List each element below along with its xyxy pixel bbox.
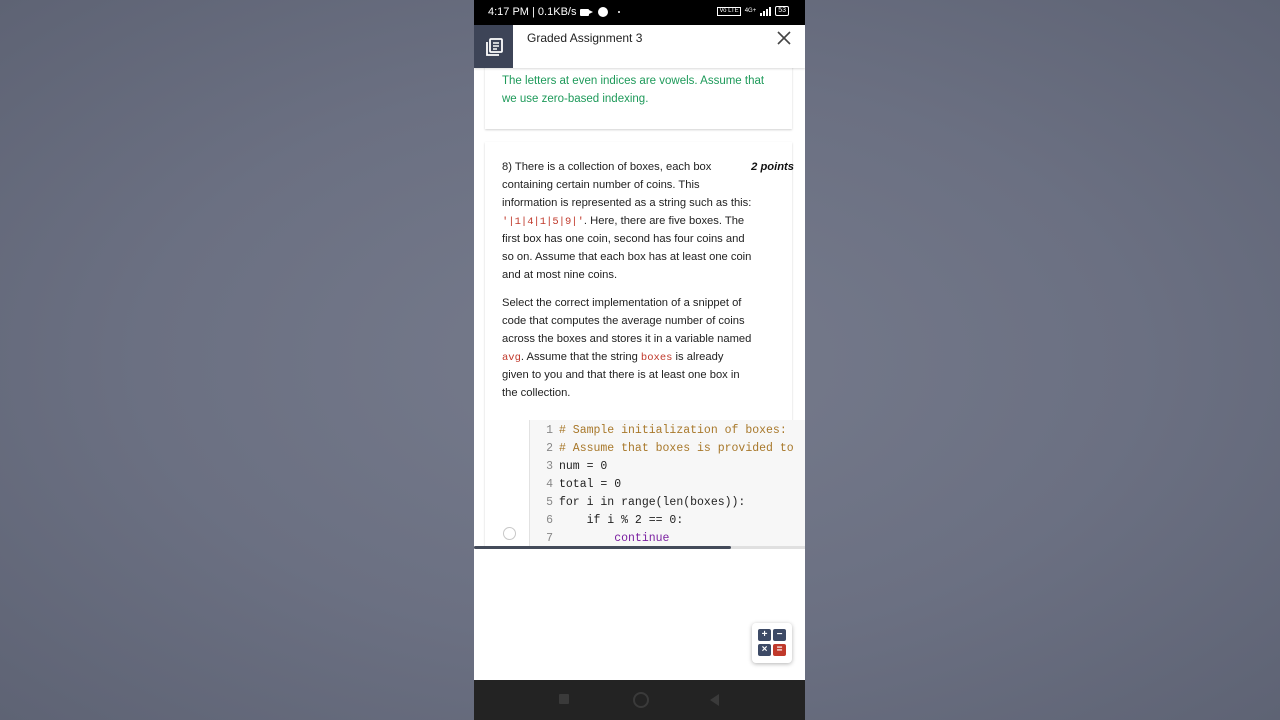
document-list-icon [485, 38, 503, 56]
calc-plus-icon: + [758, 629, 771, 641]
question-line-2: containing certain number of coins. This [502, 179, 700, 191]
code-line: 6 if i % 2 == 0: [546, 514, 684, 527]
phone-screen [474, 0, 805, 720]
var-avg: avg [502, 352, 521, 364]
scrollbar-thumb[interactable] [474, 546, 731, 549]
var-boxes: boxes [640, 352, 673, 364]
option-1-radio[interactable] [503, 527, 516, 540]
code-line: 5 for i in range(len(boxes)): [546, 496, 746, 509]
system-nav-bar [474, 680, 805, 720]
calculator-button[interactable] [752, 623, 792, 663]
status-time: 4:17 PM | 0.1KB/s [488, 6, 577, 18]
close-icon[interactable] [775, 29, 793, 47]
calc-times-icon: × [758, 644, 771, 656]
question-p2-line-6: the collection. [502, 387, 571, 399]
question-p2-line-3: across the boxes and stores it in a variable named [502, 333, 752, 345]
calc-equals-icon: = [773, 644, 786, 656]
question-p2-line-4-mid: . Assume that the string [520, 351, 638, 363]
volte-badge: Vo LTE [719, 7, 739, 14]
code-line: 2 # Assume that boxes is provided to [546, 442, 794, 455]
signal-icon [760, 7, 771, 16]
call-icon [598, 7, 608, 17]
code-line: 3 num = 0 [546, 460, 608, 473]
code-line: 7 continue [546, 532, 670, 545]
page-title: Graded Assignment 3 [527, 31, 643, 45]
example-string: '|1|4|1|5|9|' [502, 216, 584, 228]
question-p2-line-5: given to you and that there is at least one box in [502, 369, 740, 381]
code-line: 1 # Sample initialization of boxes: [546, 424, 787, 437]
code-line: 4 total = 0 [546, 478, 622, 491]
notification-dot-icon [618, 11, 620, 13]
status-bar [474, 0, 805, 25]
question-line-3: information is represented as a string such as this: [502, 197, 752, 209]
recents-button[interactable] [559, 694, 569, 704]
question-line-1 [502, 158, 794, 176]
back-button[interactable] [710, 694, 719, 706]
calc-minus-icon: − [773, 629, 786, 641]
question-line-4-rest: . Here, there are five boxes. The [583, 215, 745, 227]
question-line-7: and at most nine coins. [502, 269, 618, 281]
question-line-4 [502, 212, 778, 231]
assignment-content[interactable] [474, 68, 805, 548]
question-p2-line-4 [502, 348, 778, 367]
selected-answer-text: The letters at even indices are vowels. Assume that we use zero-based indexing. [502, 75, 765, 105]
question-p2-line-2: code that computes the average number of coins [502, 315, 745, 327]
network-type: 4G+ [744, 8, 757, 14]
app-bar [474, 25, 805, 68]
question-line-6: so on. Assume that each box has at least one coin [502, 251, 752, 263]
video-camera-icon [580, 9, 589, 16]
assignments-menu-button[interactable] [474, 25, 513, 68]
question-number: 8) [502, 161, 512, 173]
question-points: 2 points [751, 161, 794, 173]
battery-icon: 53 [775, 6, 789, 16]
previous-question-card [485, 68, 792, 129]
question-line-5: first box has one coin, second has four coins and [502, 233, 745, 245]
home-button[interactable] [633, 692, 649, 708]
question-p2-line-4-end: is already [675, 351, 724, 363]
question-intro: There is a collection of boxes, each box [514, 161, 712, 173]
option-1-code-block[interactable] [529, 420, 805, 548]
question-p2-line-1: Select the correct implementation of a snippet of [502, 297, 742, 309]
code-horizontal-scrollbar[interactable] [474, 546, 805, 549]
